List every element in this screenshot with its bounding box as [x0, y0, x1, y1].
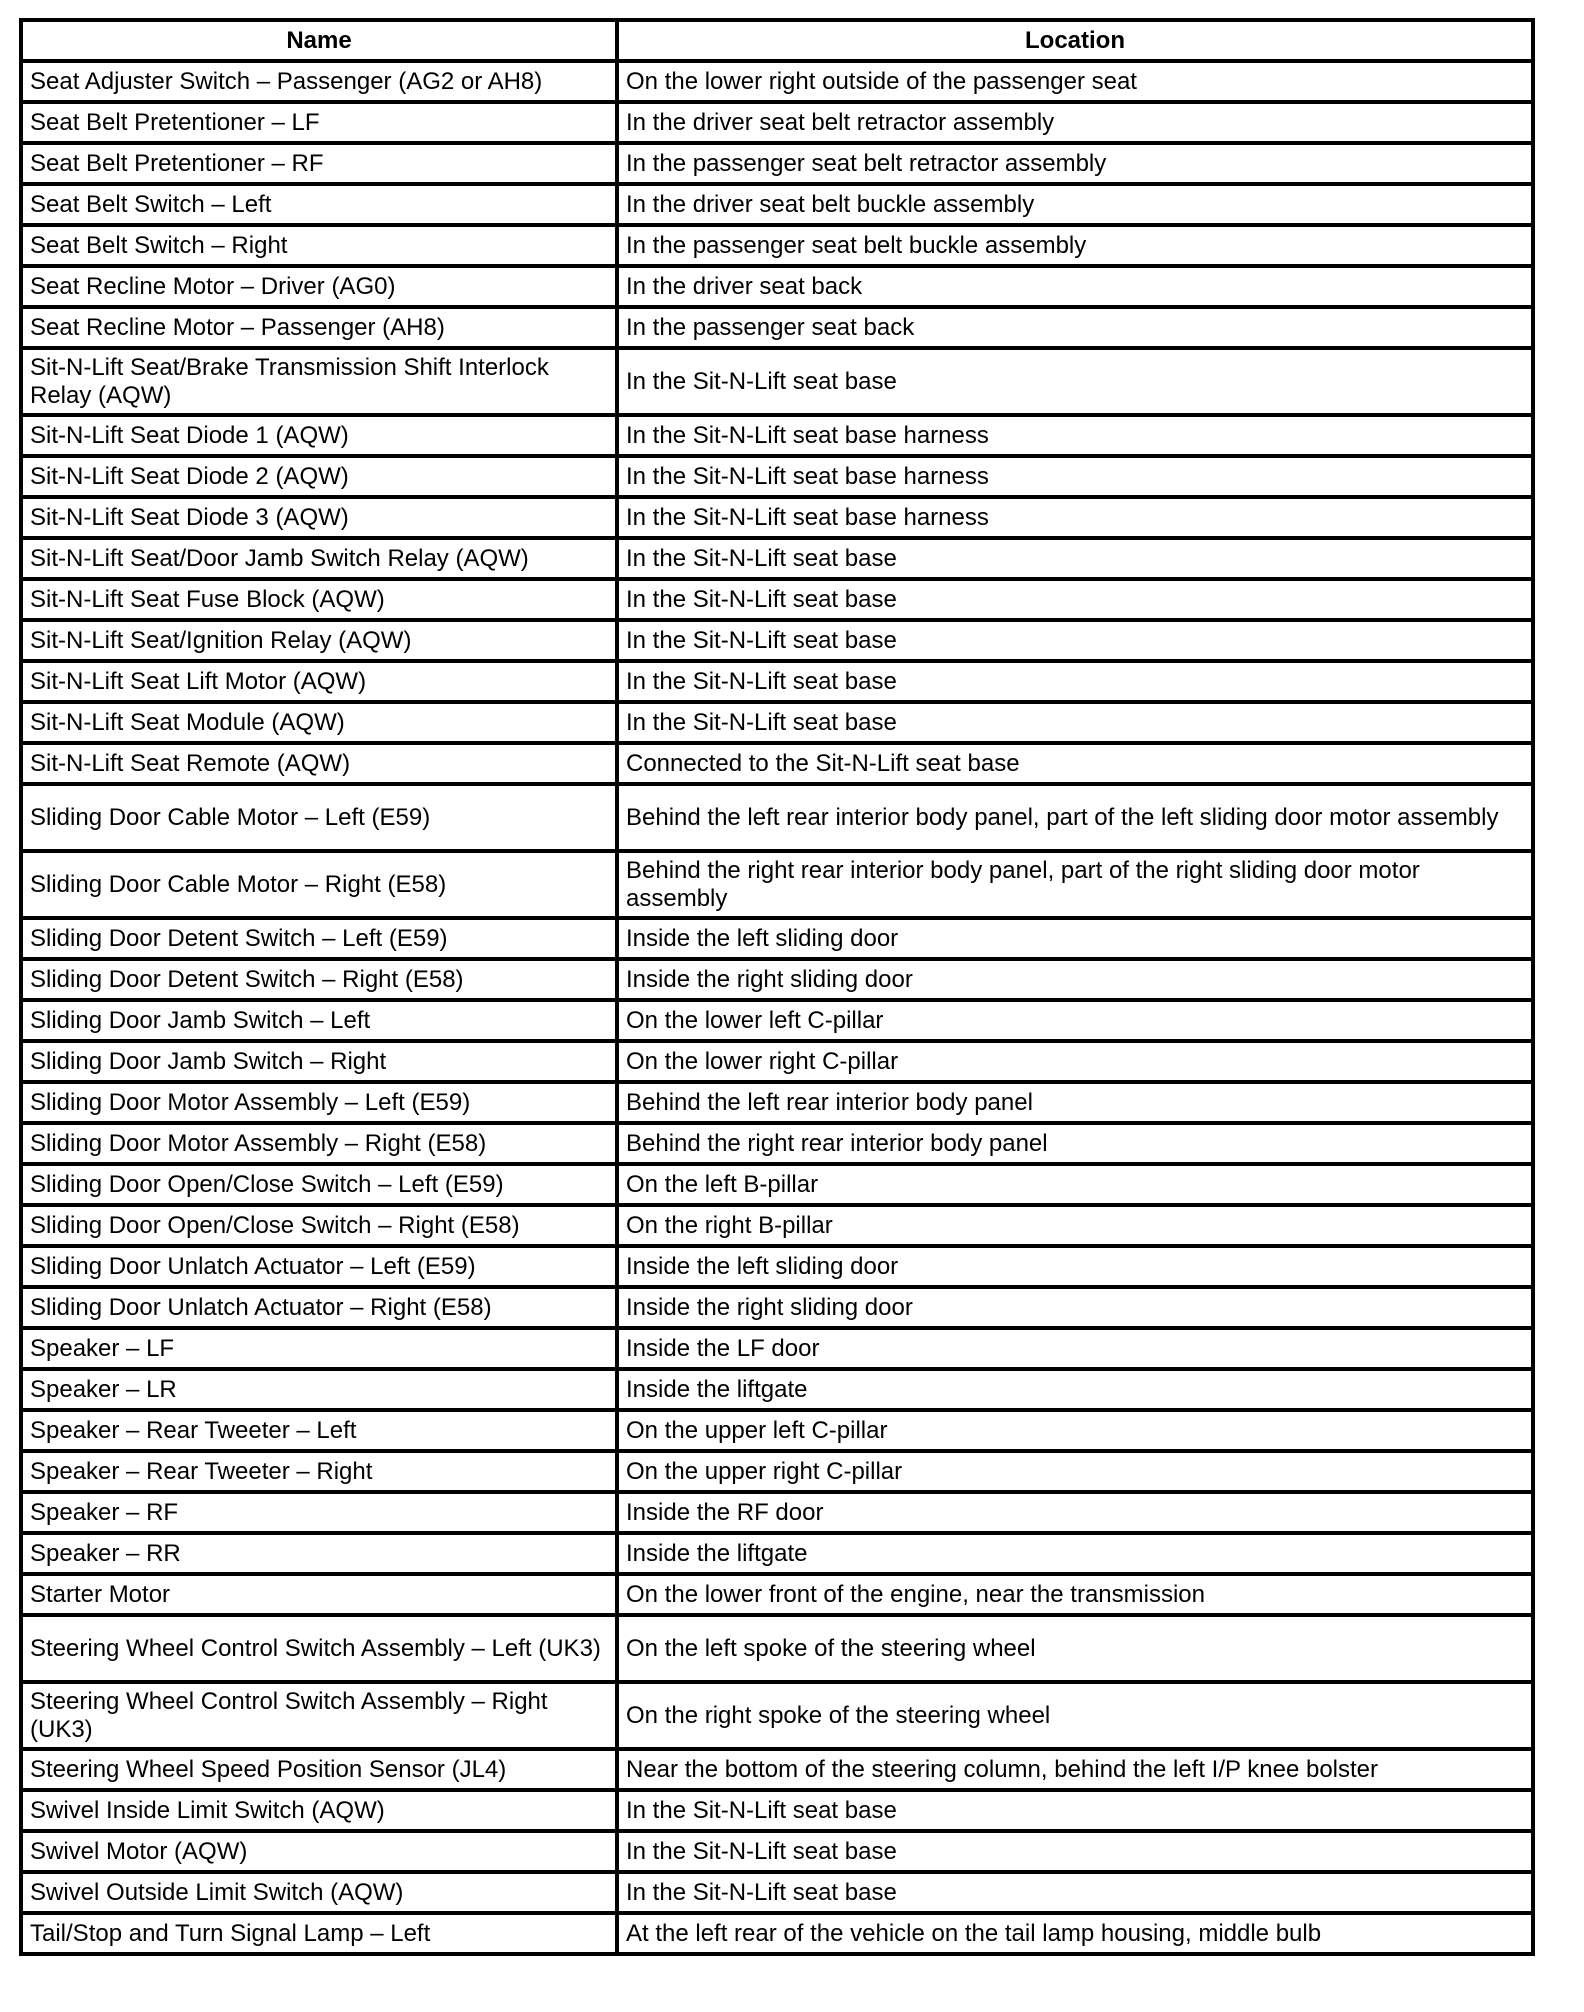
location-cell: On the right B-pillar	[617, 1205, 1533, 1246]
location-cell: In the driver seat belt retractor assembly	[617, 102, 1533, 143]
location-cell: Behind the left rear interior body panel	[617, 1082, 1533, 1123]
location-cell: Inside the left sliding door	[617, 1246, 1533, 1287]
column-header-location: Location	[617, 20, 1533, 61]
table-row	[21, 1533, 1533, 1574]
name-cell: Sliding Door Unlatch Actuator – Right (E58)	[21, 1287, 617, 1328]
table-row	[21, 307, 1533, 348]
location-cell: In the Sit-N-Lift seat base	[617, 1790, 1533, 1831]
location-cell: In the Sit-N-Lift seat base	[617, 620, 1533, 661]
name-cell: Speaker – RF	[21, 1492, 617, 1533]
location-cell: On the lower front of the engine, near the transmission	[617, 1574, 1533, 1615]
location-cell: In the passenger seat back	[617, 307, 1533, 348]
name-cell: Speaker – Rear Tweeter – Left	[21, 1410, 617, 1451]
table-row	[21, 1913, 1533, 1954]
name-cell: Speaker – LR	[21, 1369, 617, 1410]
name-cell: Sit-N-Lift Seat/Ignition Relay (AQW)	[21, 620, 617, 661]
table-row	[21, 1082, 1533, 1123]
table-row	[21, 1123, 1533, 1164]
table-row	[21, 743, 1533, 784]
name-cell: Sliding Door Jamb Switch – Left	[21, 1000, 617, 1041]
table-row	[21, 1492, 1533, 1533]
name-cell: Steering Wheel Control Switch Assembly – Left (UK3)	[21, 1615, 617, 1682]
location-cell: Inside the right sliding door	[617, 959, 1533, 1000]
name-cell: Steering Wheel Control Switch Assembly – Right (UK3)	[21, 1682, 617, 1749]
name-cell: Seat Recline Motor – Passenger (AH8)	[21, 307, 617, 348]
table-row	[21, 1682, 1533, 1749]
location-cell: In the Sit-N-Lift seat base	[617, 1872, 1533, 1913]
location-cell: In the driver seat back	[617, 266, 1533, 307]
table-row	[21, 1000, 1533, 1041]
location-cell: On the lower right outside of the passenger seat	[617, 61, 1533, 102]
table-row	[21, 784, 1533, 851]
table-row	[21, 456, 1533, 497]
table-row	[21, 1574, 1533, 1615]
location-cell: Behind the right rear interior body panel, part of the right sliding door motor assembly	[617, 851, 1533, 918]
table-row	[21, 415, 1533, 456]
name-cell: Swivel Outside Limit Switch (AQW)	[21, 1872, 617, 1913]
name-cell: Seat Belt Pretentioner – LF	[21, 102, 617, 143]
location-cell: Inside the liftgate	[617, 1533, 1533, 1574]
table-row	[21, 266, 1533, 307]
location-cell: Behind the right rear interior body panel	[617, 1123, 1533, 1164]
table-row	[21, 102, 1533, 143]
location-cell: In the Sit-N-Lift seat base	[617, 661, 1533, 702]
name-cell: Seat Recline Motor – Driver (AG0)	[21, 266, 617, 307]
name-cell: Sliding Door Open/Close Switch – Left (E59)	[21, 1164, 617, 1205]
table-row	[21, 143, 1533, 184]
location-cell: On the lower left C-pillar	[617, 1000, 1533, 1041]
name-cell: Speaker – LF	[21, 1328, 617, 1369]
name-cell: Sit-N-Lift Seat Diode 1 (AQW)	[21, 415, 617, 456]
location-cell: Inside the liftgate	[617, 1369, 1533, 1410]
table-row	[21, 918, 1533, 959]
table-row	[21, 702, 1533, 743]
name-cell: Sliding Door Open/Close Switch – Right (E58)	[21, 1205, 617, 1246]
name-cell: Seat Belt Switch – Left	[21, 184, 617, 225]
location-cell: In the Sit-N-Lift seat base	[617, 579, 1533, 620]
location-cell: Near the bottom of the steering column, behind the left I/P knee bolster	[617, 1749, 1533, 1790]
location-cell: Behind the left rear interior body panel, part of the left sliding door motor assembly	[617, 784, 1533, 851]
location-cell: In the Sit-N-Lift seat base harness	[617, 415, 1533, 456]
table-row	[21, 1041, 1533, 1082]
location-cell: Inside the LF door	[617, 1328, 1533, 1369]
component-location-table	[19, 18, 1535, 1956]
name-cell: Sit-N-Lift Seat Fuse Block (AQW)	[21, 579, 617, 620]
name-cell: Sliding Door Unlatch Actuator – Left (E59)	[21, 1246, 617, 1287]
name-cell: Sit-N-Lift Seat/Door Jamb Switch Relay (AQW)	[21, 538, 617, 579]
name-cell: Sliding Door Cable Motor – Left (E59)	[21, 784, 617, 851]
name-cell: Sit-N-Lift Seat/Brake Transmission Shift Interlock Relay (AQW)	[21, 348, 617, 415]
name-cell: Sliding Door Jamb Switch – Right	[21, 1041, 617, 1082]
name-cell: Starter Motor	[21, 1574, 617, 1615]
location-cell: On the left B-pillar	[617, 1164, 1533, 1205]
table-row	[21, 1246, 1533, 1287]
name-cell: Speaker – Rear Tweeter – Right	[21, 1451, 617, 1492]
table-row	[21, 61, 1533, 102]
location-cell: On the left spoke of the steering wheel	[617, 1615, 1533, 1682]
location-cell: In the passenger seat belt retractor assembly	[617, 143, 1533, 184]
location-cell: On the upper right C-pillar	[617, 1451, 1533, 1492]
table-row	[21, 620, 1533, 661]
location-cell: In the Sit-N-Lift seat base	[617, 702, 1533, 743]
name-cell: Seat Adjuster Switch – Passenger (AG2 or AH8)	[21, 61, 617, 102]
table-row	[21, 1790, 1533, 1831]
column-header-name: Name	[21, 20, 617, 61]
table-row	[21, 959, 1533, 1000]
name-cell: Sliding Door Motor Assembly – Right (E58)	[21, 1123, 617, 1164]
location-cell: In the Sit-N-Lift seat base harness	[617, 456, 1533, 497]
table-row	[21, 1410, 1533, 1451]
location-cell: On the lower right C-pillar	[617, 1041, 1533, 1082]
location-cell: Connected to the Sit-N-Lift seat base	[617, 743, 1533, 784]
location-cell: In the passenger seat belt buckle assembly	[617, 225, 1533, 266]
table-row	[21, 579, 1533, 620]
location-cell: In the Sit-N-Lift seat base	[617, 348, 1533, 415]
location-cell: Inside the right sliding door	[617, 1287, 1533, 1328]
location-cell: At the left rear of the vehicle on the tail lamp housing, middle bulb	[617, 1913, 1533, 1954]
name-cell: Sit-N-Lift Seat Diode 3 (AQW)	[21, 497, 617, 538]
location-cell: In the driver seat belt buckle assembly	[617, 184, 1533, 225]
name-cell: Sliding Door Detent Switch – Left (E59)	[21, 918, 617, 959]
name-cell: Tail/Stop and Turn Signal Lamp – Left	[21, 1913, 617, 1954]
name-cell: Sliding Door Motor Assembly – Left (E59)	[21, 1082, 617, 1123]
table-row	[21, 225, 1533, 266]
name-cell: Sit-N-Lift Seat Module (AQW)	[21, 702, 617, 743]
table-row	[21, 1615, 1533, 1682]
header-row	[21, 20, 1533, 61]
location-cell: In the Sit-N-Lift seat base	[617, 1831, 1533, 1872]
location-cell: Inside the left sliding door	[617, 918, 1533, 959]
table-row	[21, 1369, 1533, 1410]
table-row	[21, 1287, 1533, 1328]
name-cell: Speaker – RR	[21, 1533, 617, 1574]
location-cell: In the Sit-N-Lift seat base	[617, 538, 1533, 579]
table-row	[21, 1872, 1533, 1913]
name-cell: Sliding Door Detent Switch – Right (E58)	[21, 959, 617, 1000]
name-cell: Swivel Motor (AQW)	[21, 1831, 617, 1872]
name-cell: Seat Belt Pretentioner – RF	[21, 143, 617, 184]
name-cell: Sit-N-Lift Seat Remote (AQW)	[21, 743, 617, 784]
table-row	[21, 1831, 1533, 1872]
name-cell: Seat Belt Switch – Right	[21, 225, 617, 266]
table-row	[21, 661, 1533, 702]
table-row	[21, 1164, 1533, 1205]
name-cell: Swivel Inside Limit Switch (AQW)	[21, 1790, 617, 1831]
name-cell: Sit-N-Lift Seat Diode 2 (AQW)	[21, 456, 617, 497]
location-cell: In the Sit-N-Lift seat base harness	[617, 497, 1533, 538]
table-row	[21, 1749, 1533, 1790]
table-row	[21, 1328, 1533, 1369]
name-cell: Steering Wheel Speed Position Sensor (JL4)	[21, 1749, 617, 1790]
table-row	[21, 538, 1533, 579]
table-row	[21, 184, 1533, 225]
location-cell: On the right spoke of the steering wheel	[617, 1682, 1533, 1749]
table-row	[21, 1205, 1533, 1246]
name-cell: Sit-N-Lift Seat Lift Motor (AQW)	[21, 661, 617, 702]
table-row	[21, 497, 1533, 538]
location-cell: On the upper left C-pillar	[617, 1410, 1533, 1451]
table-row	[21, 1451, 1533, 1492]
table-row	[21, 348, 1533, 415]
table-row	[21, 851, 1533, 918]
location-cell: Inside the RF door	[617, 1492, 1533, 1533]
name-cell: Sliding Door Cable Motor – Right (E58)	[21, 851, 617, 918]
